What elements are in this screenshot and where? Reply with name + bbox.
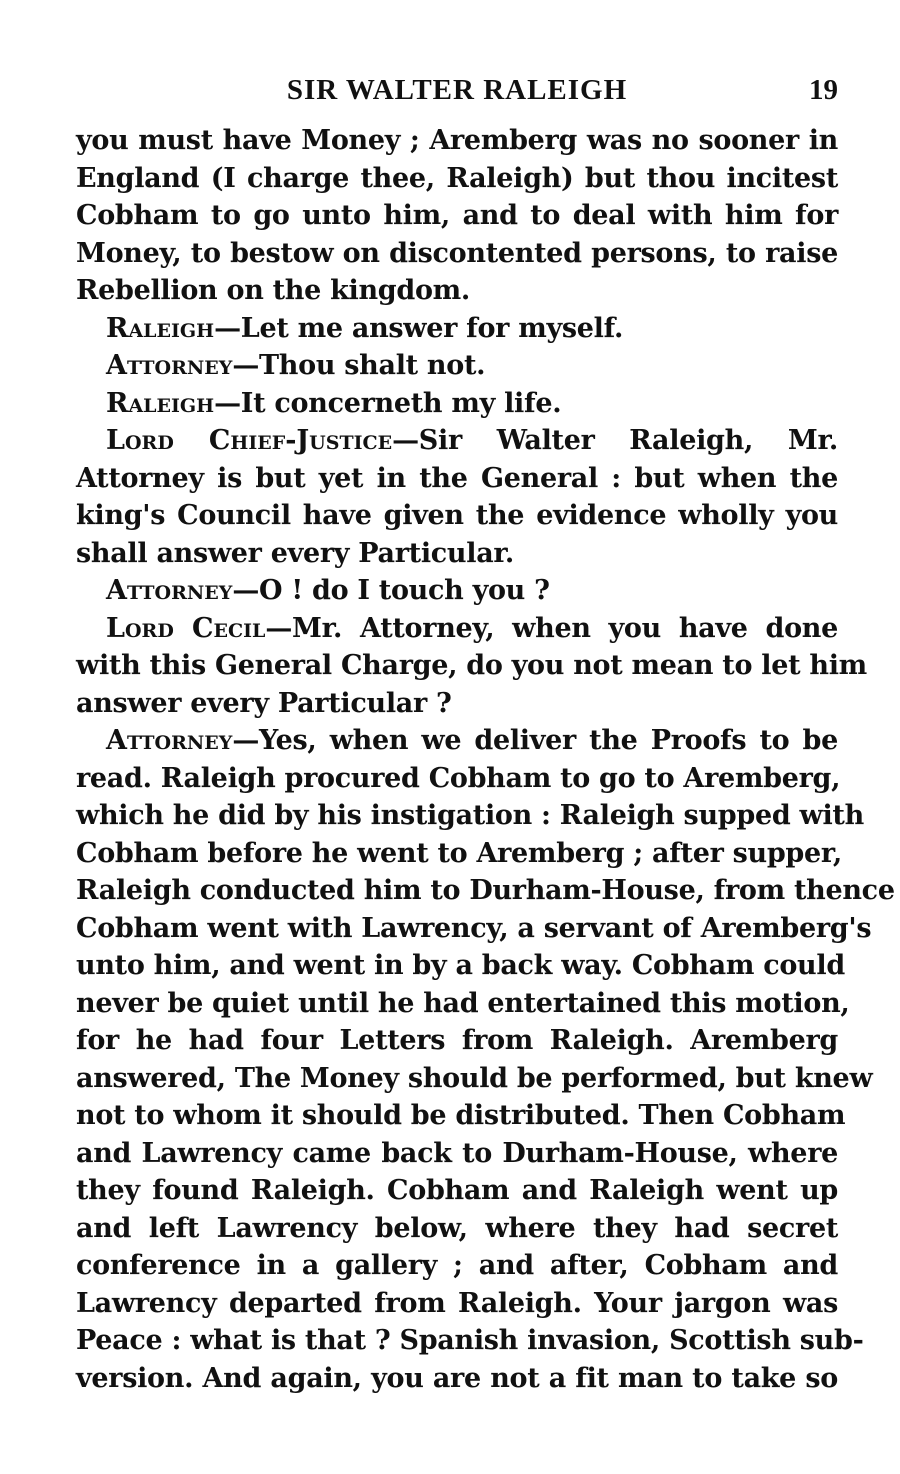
line-text: Money, to bestow on discontented persons, to raise [76, 237, 838, 269]
text-line [76, 1172, 838, 1210]
text-line [76, 947, 845, 985]
dialogue-line [76, 347, 838, 385]
text-line [76, 872, 895, 910]
page-header [76, 70, 838, 122]
speaker-name: Lord Cecil [106, 612, 266, 644]
line-text: unto him, and went in by a back way. Cobham could [76, 950, 845, 981]
line-text: for he had four Letters from Raleigh. Aremberg [76, 1025, 838, 1056]
speaker-name: Attorney [106, 725, 233, 756]
dialogue-line [76, 422, 838, 460]
text-line [76, 122, 838, 160]
text-line [76, 272, 838, 310]
dialogue-line [76, 310, 838, 348]
line-text: with this General Charge, do you not mean to let him [76, 650, 867, 681]
line-text: shall answer every Particular. [76, 537, 514, 569]
running-title: SIR WALTER RALEIGH [286, 74, 628, 106]
line-text: conference in a gallery ; and after, Cobham and [76, 1250, 838, 1281]
speaker-name: Raleigh [106, 312, 215, 344]
speaker-name: Attorney [106, 350, 233, 381]
text-line [76, 235, 838, 273]
line-text: they found Raleigh. Cobham and Raleigh went up [76, 1175, 838, 1206]
line-text: —Sir Walter Raleigh, Mr. [392, 425, 838, 456]
line-text: Cobham to go unto him, and to deal with him for [76, 200, 838, 231]
line-text: and left Lawrency below, where they had secret [76, 1212, 838, 1244]
line-text: king's Council have given the evidence wholly you [76, 500, 838, 531]
line-text: you must have Money ; Aremberg was no sooner in [76, 125, 838, 156]
line-text: Cobham went with Lawrency, a servant of Aremberg's [76, 912, 872, 944]
line-text: not to whom it should be distributed. Then Cobham [76, 1100, 846, 1131]
line-text: which he did by his instigation : Raleigh supped with [76, 800, 864, 831]
dialogue-line [76, 722, 838, 760]
text-line [76, 835, 842, 873]
text-line [76, 647, 867, 685]
text-line [76, 1060, 873, 1098]
line-text: answer every Particular ? [76, 687, 452, 719]
dialogue-line [76, 385, 838, 423]
line-text: Lawrency departed from Raleigh. Your jargon was [76, 1287, 838, 1319]
line-text: —It concerneth my life. [214, 387, 562, 419]
line-text: Peace : what is that ? Spanish invasion, Scottish sub- [76, 1325, 864, 1356]
line-text: —O ! do I touch you ? [232, 575, 550, 606]
line-text: version. And again, you are not a fit man to take so [76, 1362, 838, 1394]
line-text: —Mr. Attorney, when you have done [265, 612, 839, 644]
text-line [76, 1322, 864, 1360]
text-line [76, 985, 850, 1023]
line-text: answered, The Money should be performed, but knew [76, 1062, 873, 1094]
speaker-name: Raleigh [106, 387, 215, 419]
line-text: —Thou shalt not. [232, 350, 486, 381]
line-text: Cobham before he went to Aremberg ; after supper, [76, 837, 842, 869]
text-line [76, 685, 838, 723]
text-line [76, 1022, 838, 1060]
text-line [76, 797, 864, 835]
dialogue-line [76, 572, 838, 610]
body-text [76, 122, 895, 1397]
line-text: England (I charge thee, Raleigh) but thou incitest [76, 162, 838, 194]
page-number: 19 [809, 74, 838, 106]
dialogue-line [76, 610, 838, 648]
text-line [76, 1247, 838, 1285]
speaker-name: Lord Chief-Justice [106, 425, 393, 456]
text-line [76, 760, 841, 798]
text-line [76, 197, 838, 235]
text-line [76, 1135, 838, 1173]
text-line [76, 160, 838, 198]
text-line [76, 1285, 838, 1323]
text-line [76, 1210, 838, 1248]
speaker-name: Attorney [106, 575, 233, 606]
line-text: never be quiet until he had entertained this motion, [76, 987, 850, 1019]
text-line [76, 460, 838, 498]
text-line [76, 910, 872, 948]
line-text: Raleigh conducted him to Durham-House, from thence [76, 875, 895, 906]
text-line [76, 497, 838, 535]
line-text: and Lawrency came back to Durham-House, where [76, 1137, 838, 1169]
line-text: Attorney is but yet in the General : but when the [76, 462, 838, 494]
text-line [76, 1097, 846, 1135]
book-page [76, 70, 895, 1397]
line-text: —Yes, when we deliver the Proofs to be [232, 725, 838, 756]
text-line [76, 1360, 838, 1398]
line-text: —Let me answer for myself. [214, 312, 624, 344]
text-line [76, 535, 838, 573]
line-text: Rebellion on the kingdom. [76, 275, 471, 306]
line-text: read. Raleigh procured Cobham to go to Aremberg, [76, 762, 841, 794]
